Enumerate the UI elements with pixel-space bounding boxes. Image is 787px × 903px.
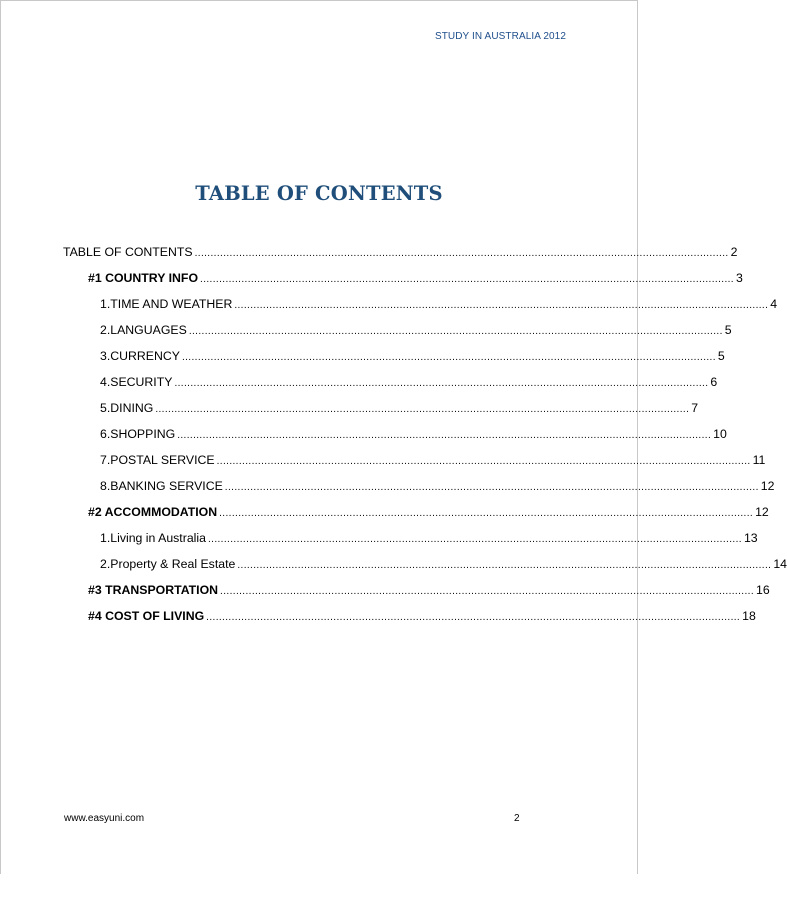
toc-heading: TABLE OF CONTENTS	[195, 182, 443, 205]
toc-entry-number: 4.	[100, 375, 111, 389]
toc-entry[interactable]	[100, 452, 766, 468]
toc-entry-label: DINING	[110, 401, 154, 415]
toc-entry[interactable]	[100, 530, 758, 546]
toc-entry-number: 2.	[100, 323, 111, 337]
dot-leader: ........................................................................................................................................................................	[237, 560, 772, 571]
dot-leader: ........................................................................................................................................................................	[219, 508, 754, 519]
dot-leader: ........................................................................................................................................................................	[177, 430, 712, 441]
toc-entry-page: 3	[735, 271, 743, 285]
toc-entry-page: 6	[710, 375, 718, 389]
toc-entry-number: 5.	[100, 401, 111, 415]
toc-entry-number: 2.	[100, 557, 111, 571]
toc-entry-number: 1.	[100, 297, 111, 311]
dot-leader: ........................................................................................................................................................................	[234, 300, 769, 311]
dot-leader: ........................................................................................................................................................................	[155, 404, 690, 415]
dot-leader: ........................................................................................................................................................................	[200, 274, 734, 285]
toc-entry-number: 3.	[100, 349, 111, 363]
toc-entry-page: 13	[743, 531, 758, 545]
toc-entry-label: TIME AND WEATHER	[110, 297, 233, 311]
toc-entry-page: 4	[770, 297, 778, 311]
toc-entry-label: #3 TRANSPORTATION	[88, 583, 219, 597]
toc-entry[interactable]	[63, 244, 738, 260]
toc-entry[interactable]	[100, 400, 699, 416]
toc-entry-label: Property & Real Estate	[110, 557, 236, 571]
toc-entry-number: 6.	[100, 427, 111, 441]
toc-entry-label: SHOPPING	[110, 427, 176, 441]
toc-entry-page: 11	[752, 453, 766, 467]
toc-entry[interactable]	[88, 270, 743, 286]
toc-entry-page: 12	[755, 505, 769, 519]
toc-entry-label: Living in Australia	[110, 531, 206, 545]
toc-entry-page: 10	[713, 427, 727, 441]
toc-entry[interactable]	[100, 296, 778, 312]
toc-entry[interactable]	[100, 478, 775, 494]
footer-website: www.easyuni.com	[64, 813, 145, 824]
toc-entry-label: BANKING SERVICE	[110, 479, 223, 493]
toc-entry-label: SECURITY	[110, 375, 173, 389]
toc-entry-label: #2 ACCOMMODATION	[88, 505, 218, 519]
toc-entry-page: 2	[730, 245, 738, 259]
toc-entry[interactable]	[100, 348, 725, 364]
toc-entry[interactable]	[100, 426, 727, 442]
toc-entry-page: 14	[773, 557, 787, 571]
dot-leader: ........................................................................................................................................................................	[207, 534, 742, 545]
dot-leader: ........................................................................................................................................................................	[194, 248, 729, 259]
toc-entry[interactable]	[88, 504, 769, 520]
dot-leader: ........................................................................................................................................................................	[206, 612, 741, 623]
toc-entry-number: 7.	[100, 453, 111, 467]
toc-entry[interactable]	[88, 608, 756, 624]
toc-entry[interactable]	[100, 322, 732, 338]
page-gap	[0, 874, 638, 903]
toc-entry-page: 5	[724, 323, 732, 337]
dot-leader: ........................................................................................................................................................................	[220, 586, 755, 597]
dot-leader: ........................................................................................................................................................................	[174, 378, 709, 389]
running-header: STUDY IN AUSTRALIA 2012	[434, 31, 566, 42]
toc-entry[interactable]	[100, 374, 718, 390]
toc-entry[interactable]	[100, 556, 787, 572]
toc-entry-page: 7	[691, 401, 699, 415]
toc-entry-label: POSTAL SERVICE	[110, 453, 215, 467]
toc-entry-page: 5	[717, 349, 725, 363]
toc-entry-number: 8.	[100, 479, 111, 493]
dot-leader: ........................................................................................................................................................................	[181, 352, 716, 363]
dot-leader: ........................................................................................................................................................................	[224, 482, 759, 493]
footer-page-number: 2	[514, 813, 520, 824]
toc-entry-label: #4 COST OF LIVING	[88, 609, 205, 623]
toc-entry-label: LANGUAGES	[110, 323, 187, 337]
toc-entry-number: 1.	[100, 531, 111, 545]
dot-leader: ........................................................................................................................................................................	[188, 326, 723, 337]
toc-entry-page: 12	[760, 479, 775, 493]
toc-entry-label: TABLE OF CONTENTS	[63, 245, 193, 259]
toc-entry-label: CURRENCY	[110, 349, 180, 363]
toc-entry-page: 16	[756, 583, 770, 597]
toc-entry[interactable]	[88, 582, 770, 598]
toc-entry-page: 18	[742, 609, 756, 623]
toc-entry-label: #1 COUNTRY INFO	[88, 271, 199, 285]
dot-leader: ........................................................................................................................................................................	[216, 456, 751, 467]
